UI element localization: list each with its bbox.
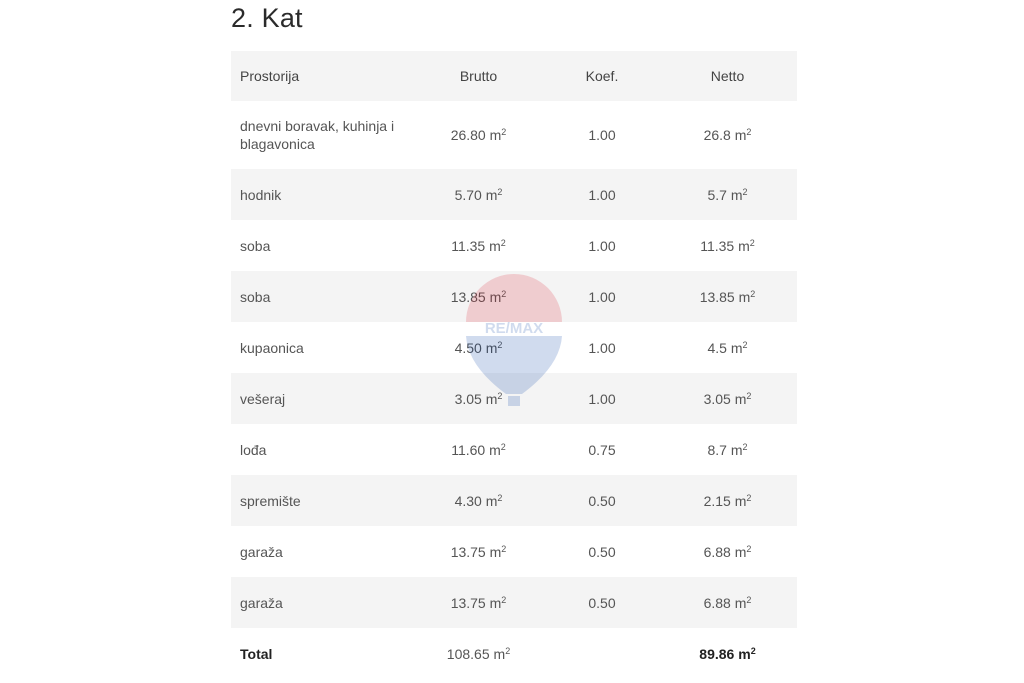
total-gross xyxy=(411,646,546,662)
net-area xyxy=(658,289,797,305)
coefficient: 1.00 xyxy=(588,186,616,203)
table-row xyxy=(231,220,797,271)
header-gross: Brutto xyxy=(459,68,498,84)
gross-area xyxy=(411,493,546,509)
gross-value: 4.50 xyxy=(454,339,482,356)
room-name: soba xyxy=(240,288,271,305)
room-name: garaža xyxy=(240,543,283,560)
total-net-value: 89.86 xyxy=(699,645,735,662)
unit-label: $m^2$ xyxy=(738,237,755,254)
unit-label: $m^2$ xyxy=(734,594,752,611)
gross-value: 11.60 xyxy=(451,441,486,458)
net-area xyxy=(658,544,797,560)
table-body xyxy=(231,101,797,628)
unit-label: $m^2$ xyxy=(489,237,506,254)
total-label: Total xyxy=(240,645,273,662)
unit-label: $m^2$ xyxy=(734,390,752,407)
gross-value: 11.35 xyxy=(451,237,486,254)
unit-label: $m^2$ xyxy=(730,441,748,458)
net-value: 3.05 xyxy=(703,390,731,407)
net-value: 4.5 xyxy=(707,339,727,356)
unit-label: $m^2$ xyxy=(485,339,503,356)
net-area xyxy=(658,442,797,458)
coefficient: 1.00 xyxy=(588,288,616,305)
unit-label: $m^2$ xyxy=(493,645,511,662)
unit-label: $m^2$ xyxy=(734,127,752,143)
unit-label: $m^2$ xyxy=(489,594,507,611)
gross-area xyxy=(411,127,546,143)
net-value: 6.88 xyxy=(703,594,731,611)
room-name: soba xyxy=(240,237,271,254)
unit-label: $m^2$ xyxy=(738,288,756,305)
net-value: 26.8 xyxy=(703,127,731,143)
gross-area xyxy=(411,595,546,611)
table-header-row xyxy=(231,51,797,101)
coefficient: 1.00 xyxy=(588,390,616,407)
room-name: dnevni boravak, kuhinja i blagavonica xyxy=(240,118,395,152)
table-row xyxy=(231,475,797,526)
room-name: lođa xyxy=(240,441,267,458)
table-row xyxy=(231,526,797,577)
coefficient: 1.00 xyxy=(588,237,616,254)
header-net: Netto xyxy=(710,68,745,84)
page-title: 2. Kat xyxy=(231,3,303,33)
coefficient: 0.50 xyxy=(588,543,616,560)
net-area xyxy=(658,493,797,509)
gross-area xyxy=(411,238,546,254)
gross-area xyxy=(411,391,546,407)
net-area xyxy=(658,127,797,143)
net-value: 8.7 xyxy=(707,441,727,458)
gross-area xyxy=(411,442,546,458)
header-room: Prostorija xyxy=(240,68,300,84)
room-name: garaža xyxy=(240,594,283,611)
gross-value: 13.75 xyxy=(450,594,486,611)
net-area xyxy=(658,187,797,203)
unit-label: $m^2$ xyxy=(738,645,756,662)
net-value: 2.15 xyxy=(703,492,731,509)
unit-label: $m^2$ xyxy=(489,441,506,458)
svg-text:RE/MAX: RE/MAX xyxy=(484,320,544,337)
net-value: 13.85 xyxy=(699,288,735,305)
room-name: hodnik xyxy=(240,186,282,203)
unit-label: $m^2$ xyxy=(485,186,503,203)
room-name: vešeraj xyxy=(240,390,286,407)
net-area xyxy=(658,391,797,407)
area-table xyxy=(231,51,797,679)
coefficient: 0.50 xyxy=(588,594,616,611)
table-row xyxy=(231,271,797,322)
net-value: 5.7 xyxy=(707,186,727,203)
gross-value: 4.30 xyxy=(454,492,482,509)
table-row xyxy=(231,169,797,220)
gross-value: 13.75 xyxy=(450,543,486,560)
gross-area xyxy=(411,289,546,305)
unit-label: $m^2$ xyxy=(734,492,752,509)
table-row xyxy=(231,101,797,169)
net-value: 6.88 xyxy=(703,543,731,560)
room-name: spremište xyxy=(240,492,301,509)
table-total-row xyxy=(231,628,797,679)
table-row xyxy=(231,424,797,475)
coefficient: 1.00 xyxy=(588,339,616,356)
table-row xyxy=(231,577,797,628)
net-area xyxy=(658,238,797,254)
net-area xyxy=(658,595,797,611)
unit-label: $m^2$ xyxy=(485,492,503,509)
unit-label: $m^2$ xyxy=(489,127,507,143)
net-area xyxy=(658,340,797,356)
unit-label: $m^2$ xyxy=(485,390,503,407)
coefficient: 0.75 xyxy=(588,441,616,458)
room-name: kupaonica xyxy=(240,339,304,356)
total-net xyxy=(658,646,797,662)
net-value: 11.35 xyxy=(700,237,735,254)
unit-label: $m^2$ xyxy=(730,339,748,356)
gross-value: 3.05 xyxy=(454,390,482,407)
unit-label: $m^2$ xyxy=(489,543,507,560)
gross-area xyxy=(411,187,546,203)
gross-value: 5.70 xyxy=(454,186,482,203)
coefficient: 0.50 xyxy=(588,492,616,509)
gross-value: 13.85 xyxy=(450,288,486,305)
table-row xyxy=(231,373,797,424)
gross-area xyxy=(411,544,546,560)
unit-label: $m^2$ xyxy=(734,543,752,560)
coefficient: 1.00 xyxy=(588,127,616,143)
table-row xyxy=(231,322,797,373)
total-gross-value: 108.65 xyxy=(446,645,490,662)
gross-area xyxy=(411,340,546,356)
gross-value: 26.80 xyxy=(450,127,486,143)
header-coef: Koef. xyxy=(585,68,619,84)
unit-label: $m^2$ xyxy=(489,288,507,305)
unit-label: $m^2$ xyxy=(730,186,748,203)
